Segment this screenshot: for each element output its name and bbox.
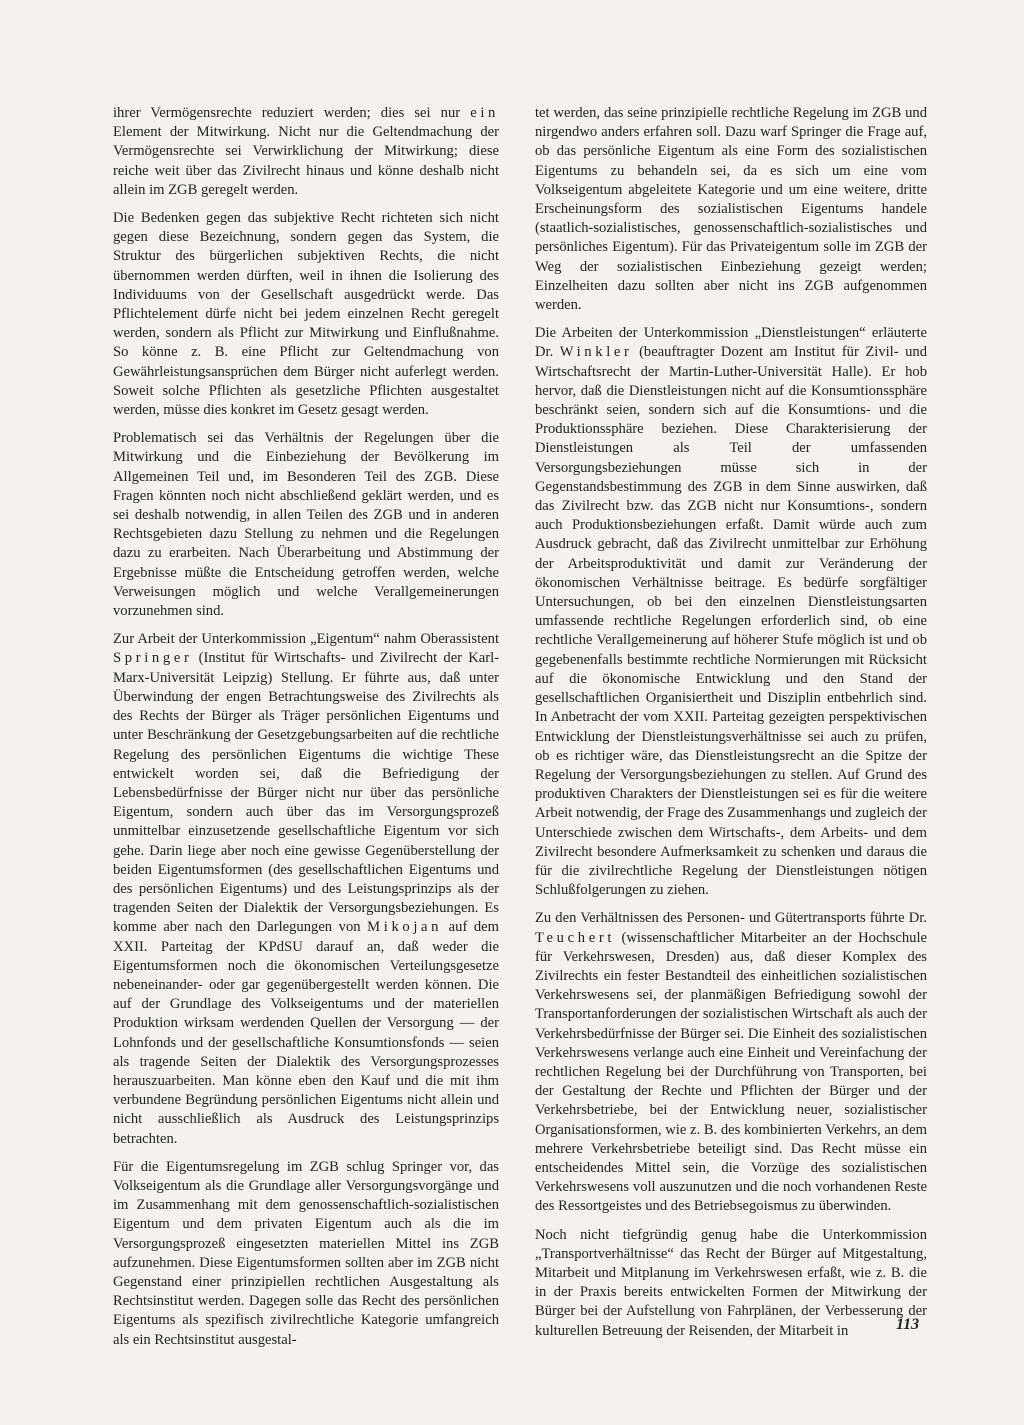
paragraph: Noch nicht tiefgründig genug habe die Unterkommission „Transportverhältnisse“ das Recht der Bürger auf Mitgestaltung, Mitarbeit und Mitplanung im Verkehrswesen erfaßt, wie z. B. die in der Praxis bereits entwickelten Formen der Mitwirkung der Bürger bei der Aufstellung von Fahrplänen, der Verbesserung der kulturellen Betreuung der Reisenden, der Mitarbeit in [535, 1226, 927, 1339]
person-name: Winkler [559, 344, 633, 361]
paragraph [113, 630, 499, 1148]
text-run: auf dem XXII. Parteitag der KPdSU darauf an, daß weder die Eigentumsformen noch die ökonomischen Verteilungsgesetze nebeneinander- oder gar gegenübergestellt werden können. Die auf der Grundlage des Volkseigentums und der materiellen Produktion wirksam werdenden Quellen der Versorgung — der Lohnfonds und der gesellschaftliche Konsumtionsfonds — seien als tragende Seiten der Dialektik des Versorgungsprozesses herauszuarbeiten. Man könne eben den Kauf und die mit ihm verbundene Begründung persönlichen Eigentums nicht allein und nicht ausschließlich als Ausdruck des Leistungsprinzips betrachten. [113, 919, 499, 1147]
paragraph: Die Bedenken gegen das subjektive Recht richteten sich nicht gegen diese Bezeichnung, sondern gegen das System, die Struktur des bürgerlichen subjektiven Rechts, die nicht übernommen werden dürften, weil in ihnen die Isolierung des Individuums von der Gesellschaft ausgedrückt werde. Das Pflichtelement dürfe nicht bei jedem einzelnen Recht geregelt werden, sondern als Pflicht zur Mitwirkung und Einflußnahme. So könne z. B. eine Pflicht zur Geltendmachung von Gewährleistungsansprüchen dem Bürger nicht auferlegt werden. Soweit solche Pflichten als gesetzliche Pflichten ausgestaltet werden, müsse dies konkret im Gesetz gesagt werden. [113, 210, 499, 419]
emphasis-text: ein [470, 105, 499, 121]
person-name: Mikojan [367, 919, 443, 936]
text-run: (wissenschaftlicher Mitarbeiter an der Hochschule für Verkehrswesen, Dresden) aus, daß dieser Komplex des Zivilrechts ein fester Bestandteil des einheitlichen sozialistischen Verkehrswesens sei, der planmäßigen Befriedigung sowohl der Transportanforderungen der sozialistischen Wirtschaft als auch der Verkehrsbedürfnisse der Bürger sei. Die Einheit des sozialistischen Verkehrswesens verlange auch eine Einheit und Vereinfachung der rechtlichen Regelung bei der Durchführung von Transporten, bei der Gestaltung der Rechte und Pflichten der Bürger und der Verkehrsbetriebe, bei der Entwicklung neuer, sozialistischer Organisationsformen, wie z. B. des kombinierten Verkehrs, an dem mehrere Verkehrsbetriebe beteiligt sind. Das Recht müsse ein entscheidendes Mittel sein, die Vorzüge des sozialistischen Verkehrswesens voll auszunutzen und die noch vorhandenen Reste des Ressortgeistes und des Betriebsegoismus zu überwinden. [535, 929, 927, 1215]
text-run: Die Arbeiten der Unterkommission „Dienstleistungen“ erläuterte Dr. [535, 325, 927, 361]
paragraph [113, 104, 499, 200]
text-run: ihrer Vermögensrechte reduziert werden; dies sei nur [113, 105, 471, 121]
text-run: Zu den Verhältnissen des Personen- und Gütertransports führte Dr. [535, 910, 927, 927]
person-name: Springer [113, 650, 193, 667]
text-run: Element der Mitwirkung. Nicht nur die Geltendmachung der Vermögensrechte sei Verwirklichung der Mitwirkung; diese reiche weit über das Zivilrecht hinaus und könne deshalb nicht allein im ZGB geregelt werden. [113, 124, 499, 198]
person-name: Teuchert [535, 929, 616, 946]
left-column [113, 104, 499, 1359]
text-run: (Institut für Wirtschafts- und Zivilrecht der Karl-Marx-Universität Leipzig) Stellung. Er führte aus, daß unter Überwindung der engen Betrachtungsweise des Zivilrechts als des Rechts der Bürger als Träger persönlichen Eigentums und unter Beschränkung der Gesetzgebungsarbeiten auf die rechtliche Regelung des persönlichen Eigentums die wichtige These entwickelt worden sei, daß die Befriedigung der Lebensbedürfnisse der Bürger nicht nur über das persönliche Eigentum, sondern auch über das im Versorgungsprozeß unmittelbar einzusetzende gesellschaftliche Eigentum vor sich gehe. Darin liege aber noch eine gewisse Gegenüberstellung der beiden Eigentumsformen (des gesellschaftlichen Eigentums und des persönlichen Eigentums) und des Leistungsprinzips als der tragenden Seiten der Dialektik der Versorgungsbeziehungen. Es komme aber nach den Darlegungen von [113, 650, 499, 936]
paragraph: tet werden, das seine prinzipielle rechtliche Regelung im ZGB und nirgendwo anders erfahren soll. Dazu warf Springer die Frage auf, ob das persönliche Eigentum als eine Form des sozialistischen Eigentums zu behandeln sei, da es sich um eine vom Volkseigentum abgeleitete Kategorie und um eine weitere, dritte Erscheinungsform des sozialistischen Eigentums handele (staatlich-sozialistisches, genossenschaftlich-sozialistisches und persönliches Eigentum). Für das Privateigentum solle im ZGB der Weg der sozialistischen Einbeziehung gezeigt werden; Einzelheiten dazu sollten aber nicht ins ZGB aufgenommen werden. [535, 105, 927, 314]
page-number: 113 [896, 1316, 920, 1333]
text-run: Zur Arbeit der Unterkommission „Eigentum“ nahm Oberassistent [113, 631, 499, 648]
paragraph: Problematisch sei das Verhältnis der Regelungen über die Mitwirkung und die Einbeziehung der Bevölkerung im Allgemeinen Teil und, im Besonderen Teil des ZGB. Diese Fragen könnten noch nicht abschließend geklärt werden, und es sei deshalb notwendig, in allen Teilen des ZGB und in anderen Rechtsgebieten dazu Stellung zu nehmen und die Regelungen dazu zu erarbeiten. Nach Überarbeitung und Abstimmung der Ergebnisse müßte die Entscheidung getroffen werden, welche Verweisungen möglich und welche Verallgemeinerungen vorzunehmen sind. [113, 430, 499, 620]
paragraph [535, 324, 927, 900]
paragraph [535, 909, 927, 1216]
paragraph: Für die Eigentumsregelung im ZGB schlug Springer vor, das Volkseigentum als die Grundlage aller Versorgungsvorgänge und im Zusammenhang mit dem genossenschaftlich-sozialistischen Eigentum und dem privaten Eigentum auch als die im Versorgungsprozeß eingesetzten materiellen Mittel ins ZGB aufzunehmen. Diese Eigentumsformen sollten aber im ZGB nicht Gegenstand einer prinzipiellen rechtlichen Ausgestaltung als Rechtsinstitut werden. Dagegen solle das Recht des persönlichen Eigentums als spezifisch zivilrechtliche Kategorie umfangreich als ein Rechtsinstitut ausgestal- [113, 1158, 499, 1348]
right-column [535, 104, 927, 1350]
text-run: (beauftragter Dozent am Institut für Zivil- und Wirtschaftsrecht der Martin-Luther-Universität Halle). Er hob hervor, daß die Dienstleistungen nicht auf die Konsumtionssphäre beschränkt seien, sondern sich auf die Konsumtions- und die Produktionssphäre beziehen. Diese Charakterisierung der Dienstleistungen als Teil der umfassenden Versorgungsbeziehungen müsse sich in der Gegenstandsbestimmung des ZGB in dem Sinne auswirken, daß das Zivilrecht bzw. das ZGB nicht nur Konsumtions-, sondern auch Produktionsbeziehungen erfaßt. Damit würde auch zum Ausdruck gebracht, daß das Zivilrecht unmittelbar zur Erhöhung der Arbeitsproduktivität und damit zur Veränderung der ökonomischen Verhältnisse beitrage. Es bedürfe sorgfältiger Untersuchungen, ob bei den einzelnen Dienstleistungsarten umfassende rechtliche Regelungen erforderlich sind, ob eine rechtliche Verallgemeinerung auf höherer Stufe möglich ist und ob gegebenenfalls bestimmte rechtliche Normierungen mit Rücksicht auf die ökonomische Entwicklung und den Stand der gesellschaftlichen Organisiertheit und Disziplin entbehrlich sind. In Anbetracht der vom XXII. Parteitag gezeigten perspektivischen Entwicklung der Dienstleistungsverhältnisse sei auch zu prüfen, ob es richtiger wäre, das Dienstleistungsrecht an die Spitze der Regelung der Versorgungsbeziehungen zu stellen. Auf Grund des produktiven Charakters der Dienstleistungen sei es für die weitere Arbeit notwendig, der Frage des Zusammenhangs und zugleich der Unterschiede zwischen dem Wirtschafts-, dem Arbeits- und dem Zivilrecht besondere Aufmerksamkeit zu schenken und daraus die für die zivilrechtliche Regelung der Dienstleistungen nötigen Schlußfolgerungen zu ziehen. [535, 344, 927, 899]
